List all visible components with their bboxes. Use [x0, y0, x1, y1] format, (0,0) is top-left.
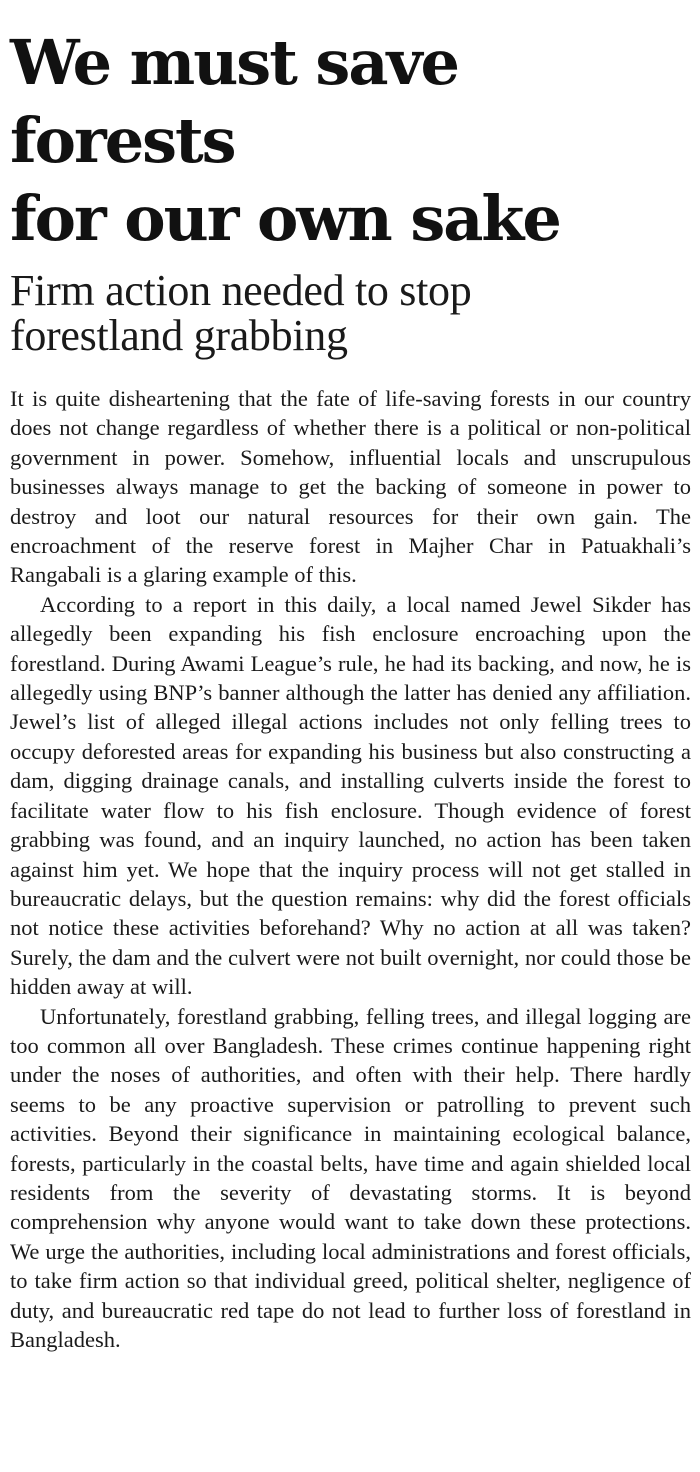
headline-line-1: We must save forests: [10, 26, 458, 177]
paragraph-3: Unfortunately, forestland grabbing, felling trees, and illegal logging are too common all over Bangladesh. These crimes continue happening right under the noses of authorities, and often with their help. There hardly seems to be any proactive supervision or patrolling to prevent such activities. Beyond their significance in maintaining ecological balance, forests, particularly in the coastal belts, have time and again shielded local residents from the severity of devastating storms. It is beyond comprehension why anyone would want to take down these protections. We urge the authorities, including local administrations and forest officials, to take firm action so that individual greed, political shelter, negligence of duty, and bureaucratic red tape do not lead to further loss of forestland in Bangladesh.: [10, 1003, 691, 1352]
subheadline-line-2: forestland grabbing: [10, 311, 348, 360]
paragraph-2: According to a report in this daily, a local named Jewel Sikder has allegedly been expanding his fish enclosure encroaching upon the forestland. During Awami League’s rule, he had its backing, and now, he is allegedly using BNP’s banner although the latter has denied any affiliation. Jewel’s list of alleged illegal actions includes not only felling trees to occupy deforested areas for expanding his business but also constructing a dam, digging drainage canals, and installing culverts inside the forest to facilitate water flow to his fish enclosure. Though evidence of forest grabbing was found, and an inquiry launched, no action has been taken against him yet. We hope that the inquiry process will not get stalled in bureaucratic delays, but the question remains: why did the forest officials not notice these activities beforehand? Why no action at all was taken? Surely, the dam and the culvert were not built overnight, nor could those be hidden away at will.: [10, 591, 691, 1000]
subheadline: [10, 268, 691, 358]
subheadline-line-1: Firm action needed to stop: [10, 266, 472, 315]
editorial-article: [10, 0, 691, 1354]
headline: [10, 0, 691, 258]
paragraph-1: It is quite disheartening that the fate of life-saving forests in our country does not change regardless of whether there is a political or non-political government in power. Somehow, influential locals and unscrupulous businesses always manage to get the backing of someone in power to destroy and loot our natural resources for their own gain. The encroachment of the reserve forest in Majher Char in Patuakhali’s Rangabali is a glaring example of this.: [10, 386, 691, 588]
headline-line-2: for our own sake: [10, 182, 560, 255]
article-body: [10, 384, 691, 1354]
